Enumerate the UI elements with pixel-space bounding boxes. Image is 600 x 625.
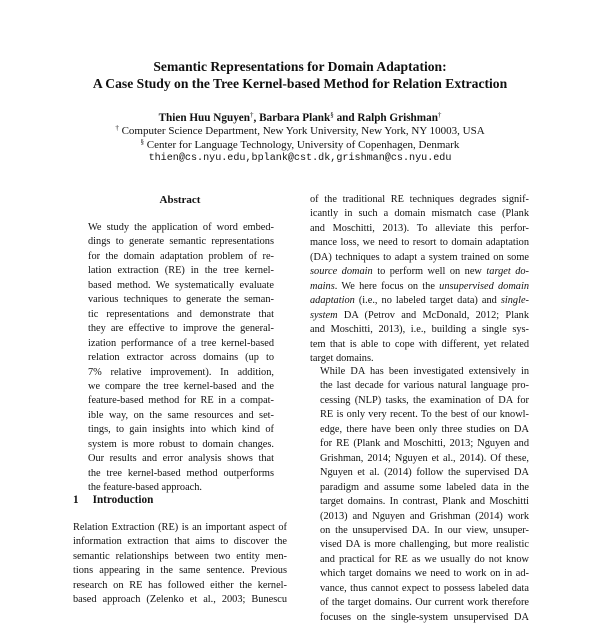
author-name: Thien Huu Nguyen — [158, 112, 250, 124]
text-line: (DA) techniques to adapt a system trained on some — [310, 251, 529, 263]
text-line: paradigm and assume some labeled data in the — [320, 481, 529, 493]
section-title: Introduction — [92, 494, 154, 506]
text-line: ible way, on the same resources and set- — [88, 409, 274, 421]
text-line: We study the application of word embed- — [88, 222, 274, 233]
text-line: on the unsupervised DA. In our view, unsuper- — [320, 524, 529, 536]
text-line: lation extraction (RE) in the tree kernel- — [88, 265, 274, 277]
text-line: of the traditional RE techniques degrades signif- — [310, 194, 529, 205]
text-line: While DA has been investigated extensively in — [320, 366, 529, 377]
affiliation-text: Computer Science Department, New York University, New York, NY 10003, USA — [121, 125, 485, 137]
text-line: and Moschitti, 2013). To alleviate this perfor- — [310, 222, 529, 234]
text-line: mains. We here focus on the unsupervised domain — [310, 280, 530, 292]
text-line: various techniques to generate the seman- — [88, 294, 274, 306]
affiliation-text: Center for Language Technology, University of Copenhagen, Denmark — [146, 139, 460, 151]
text-line: tic representations and demonstrate that — [88, 308, 274, 320]
author-name: Barbara Plank — [259, 112, 331, 124]
abstract-body — [88, 221, 274, 496]
paper-title — [0, 58, 600, 92]
body-paragraph — [310, 365, 529, 625]
text-line: and Moschitti, 2013), i.e., building a single sys- — [310, 324, 529, 336]
author-mark: § — [330, 111, 334, 119]
text-line: edge, there have been only three studies on DA — [320, 423, 529, 435]
text-line: system DA (Petrov and McDonald, 2012; Plank — [310, 309, 529, 321]
text-line: vised DA is more challenging, but more realistic — [320, 539, 529, 551]
text-line: for the domain adaptation problem of re- — [88, 250, 274, 262]
text-line: tions appearing in the same sentence. Previous — [73, 565, 287, 577]
text-line: system is more robust to domain changes. — [88, 438, 274, 450]
text-line: dings to generate semantic representations — [88, 236, 274, 248]
title-line-2: A Case Study on the Tree Kernel-based Method for Relation Extraction — [92, 76, 508, 91]
text-line: (2013) and Nguyen and Grishman (2014) work — [320, 510, 529, 522]
text-line: target domains. — [310, 352, 374, 364]
title-line-1: Semantic Representations for Domain Adaptation: — [153, 59, 447, 74]
text-line: icantly in such a domain mismatch case (Plank — [310, 208, 529, 220]
text-line: Relation Extraction (RE) is an important aspect of — [73, 522, 287, 533]
text-line: they are effective to improve the general- — [88, 323, 274, 335]
author-emails: thien@cs.nyu.edu,bplank@cst.dk,grishman@cs.nyu.edu — [148, 153, 452, 164]
text-line: the tree kernel-based method outperforms — [88, 467, 274, 479]
text-line: Grishman, 2014; Nguyen et al., 2014). Of these, — [320, 452, 529, 464]
text-line: the feature-based approach. — [88, 482, 203, 494]
text-line: relation extractor across domains (up to — [88, 352, 274, 364]
text-line: feature-based method for RE in a compat- — [88, 395, 274, 407]
text-line: vance, thus cannot expect to possess labeled data — [320, 582, 529, 594]
text-line: ization performance of a tree kernel-based — [88, 337, 274, 349]
text-line: research on RE has followed either the kernel- — [73, 579, 287, 591]
affiliation — [0, 138, 600, 152]
text-line: for RE (Plank and Moschitti, 2013; Nguyen and — [320, 438, 529, 450]
text-line: tings, to gain insights into which kind of — [88, 424, 274, 436]
affiliation-mark: † — [115, 124, 119, 132]
author-mark: † — [249, 111, 254, 119]
text-line: RE is only very recent. To the best of our knowl- — [320, 409, 529, 421]
body-paragraph — [310, 193, 529, 366]
text-line: target domains. In contrast, Plank and Moschitti — [320, 496, 529, 508]
text-line: based method. We systematically evaluate — [88, 279, 274, 291]
text-line: semantic relationships between two entity men- — [73, 550, 287, 562]
text-line: focuses on the single-system unsupervised DA — [320, 611, 529, 623]
section-heading — [73, 493, 153, 507]
text-line: information extraction that aims to discover the — [73, 536, 287, 548]
text-line: adaptation (i.e., no labeled target data) and single- — [310, 295, 529, 307]
text-line: of the target domains. Our current work therefore — [320, 597, 529, 609]
text-line: we compare the tree kernel-based and the — [88, 380, 274, 392]
text-line: which target domains we need to work on in ad- — [320, 568, 529, 580]
intro-body — [73, 521, 287, 608]
text-line: Our results and error analysis shows that — [88, 453, 274, 465]
text-line: based approach (Zelenko et al., 2003; Bunescu — [73, 594, 287, 606]
abstract-heading: Abstract — [159, 194, 201, 206]
affiliation-mark: § — [140, 138, 145, 146]
affiliation — [0, 124, 600, 138]
author-list: Thien Huu Nguyen†, Barbara Plank§ and Ralph Grishman† — [158, 111, 442, 124]
text-line: tem that is able to cope with different, yet related — [310, 338, 529, 350]
text-line: Nguyen et al. (2014) follow the supervised DA — [320, 467, 529, 479]
text-line: mance loss, we need to resort to domain adaptation — [310, 237, 529, 249]
text-line: 7% relative improvement). In addition, — [88, 366, 274, 378]
author-name: Ralph Grishman — [357, 112, 438, 124]
text-line: source domain to perform well on new target do- — [310, 266, 530, 278]
text-line: the last decade for various natural language pro- — [320, 380, 529, 392]
text-line: cessing (NLP) tasks, the examination of DA for — [320, 394, 529, 406]
author-mark: † — [437, 111, 442, 119]
text-line: and practical for RE as we usually do not know — [320, 553, 529, 565]
section-number: 1 — [73, 494, 79, 506]
